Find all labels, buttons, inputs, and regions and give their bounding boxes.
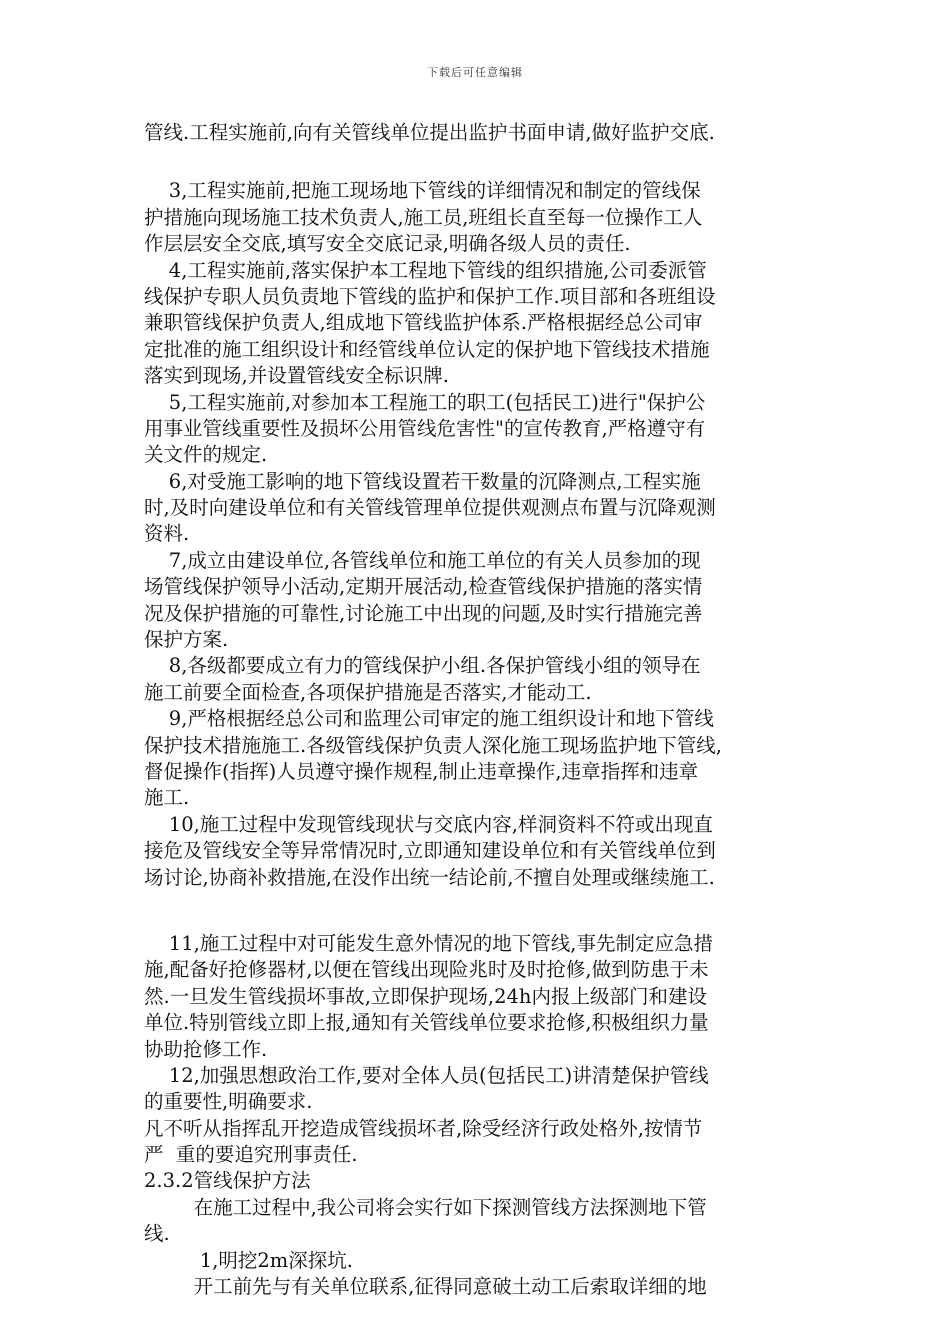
text-line: 在施工过程中,我公司将会实行如下探测管线方法探测地下管 [144,1195,707,1219]
text-line: 10,施工过程中发现管线现状与交底内容,样洞资料不符或出现直 [144,812,714,836]
text-line: 严 重的要追究刑事责任. [144,1143,358,1167]
text-line: 兼职管线保护负责人,组成地下管线监护体系.严格根据经总公司审 [144,311,703,335]
text-line: 督促操作(指挥)人员遵守操作规程,制止违章操作,违章指挥和违章 [144,759,699,783]
text-line: 施工. [144,786,190,810]
section-heading: 2.3.2管线保护方法 [144,1169,311,1193]
text-line: 4,工程实施前,落实保护本工程地下管线的组织措施,公司委派管 [144,258,707,282]
document-body [144,120,812,1300]
text-line: 落实到现场,并设置管线安全标识牌. [144,364,449,388]
text-line: 1,明挖2m深探坑. [144,1248,353,1272]
text-line: 用事业管线重要性及损坏公用管线危害性"的宣传教育,严格遵守有 [144,416,706,440]
text-line: 5,工程实施前,对参加本工程施工的职工(包括民工)进行"保护公 [144,390,706,414]
text-line: 作层层安全交底,填写安全交底记录,明确各级人员的责任. [144,232,631,256]
text-line: 时,及时向建设单位和有关管线管理单位提供观测点布置与沉降观测 [144,496,716,520]
text-line: 12,加强思想政治工作,要对全体人员(包括民工)讲清楚保护管线 [144,1063,709,1087]
text-line: 8,各级都要成立有力的管线保护小组.各保护管线小组的领导在 [144,654,701,678]
text-line: 协助抢修工作. [144,1037,268,1061]
text-line: 开工前先与有关单位联系,征得同意破土动工后索取详细的地 [144,1275,707,1299]
text-line: 保护方案. [144,628,229,652]
text-line: 管线.工程实施前,向有关管线单位提出监护书面申请,做好监护交底. [144,121,715,144]
text-line: 资料. [144,522,190,546]
text-line: 9,严格根据经总公司和监理公司审定的施工组织设计和地下管线 [144,707,714,731]
text-line: 定批准的施工组织设计和经管线单位认定的保护地下管线技术措施 [144,337,710,361]
text-line: 场管线保护领导小活动,定期开展活动,检查管线保护措施的落实情 [144,575,703,599]
text-line: 3,工程实施前,把施工现场地下管线的详细情况和制定的管线保 [144,179,701,203]
text-line: 的重要性,明确要求. [144,1090,313,1114]
text-line: 场讨论,协商补救措施,在没作出统一结论前,不擅自处理或继续施工. [144,865,715,889]
blank-line [144,891,812,931]
text-line: 况及保护措施的可靠性,讨论施工中出现的问题,及时实行措施完善 [144,601,703,625]
text-line: 单位.特别管线立即上报,通知有关管线单位要求抢修,积极组织力量 [144,1011,709,1035]
text-line: 线保护专职人员负责地下管线的监护和保护工作.项目部和各班组设 [144,284,716,308]
text-line: 接危及管线安全等异常情况时,立即通知建设单位和有关管线单位到 [144,839,716,863]
text-line: 线. [144,1222,170,1246]
text-line: 7,成立由建设单位,各管线单位和施工单位的有关人员参加的现 [144,548,701,572]
text-line: 施工前要全面检查,各项保护措施是否落实,才能动工. [144,680,592,704]
text-line: 保护技术措施施工.各级管线保护负责人深化施工现场监护地下管线, [144,733,722,757]
text-line: 施,配备好抢修器材,以便在管线出现险兆时及时抢修,做到防患于未 [144,958,709,982]
text-line: 凡不听从指挥乱开挖造成管线损坏者,除受经济行政处格外,按情节 [144,1116,703,1140]
text-line: 护措施向现场施工技术负责人,施工员,班组长直至每一位操作工人 [144,205,703,229]
text-line: 11,施工过程中对可能发生意外情况的地下管线,事先制定应急措 [144,931,714,955]
text-line: 关文件的规定. [144,443,268,467]
text-line: 然.一旦发生管线损坏事故,立即保护现场,24h内报上级部门和建设 [144,984,707,1008]
text-line: 6,对受施工影响的地下管线设置若干数量的沉降测点,工程实施 [144,469,701,493]
page-header-note: 下载后可任意编辑 [427,66,523,79]
blank-line [144,146,812,178]
